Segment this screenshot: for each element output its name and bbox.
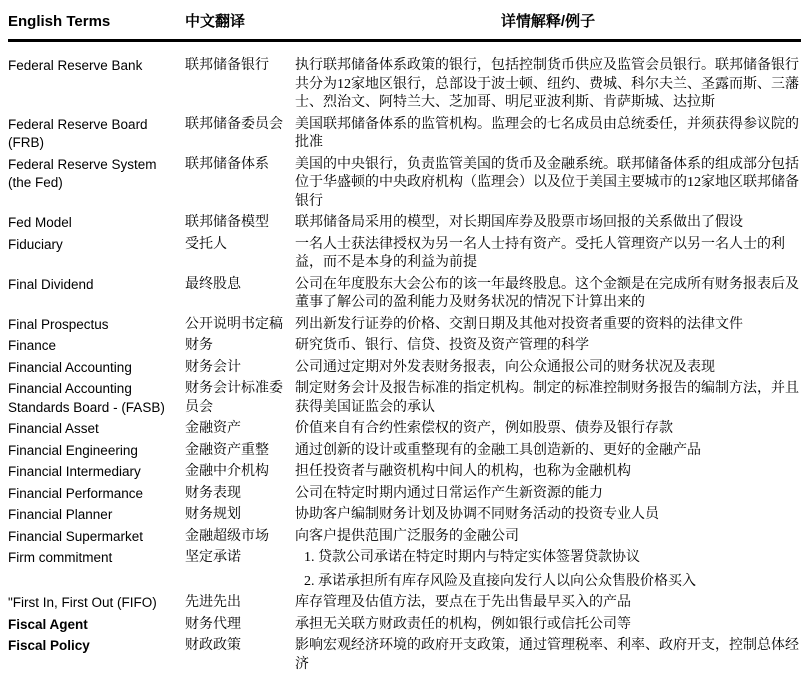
detail-list-item: 1. 贷款公司承诺在特定时期内与特定实体签署贷款协议	[304, 550, 640, 565]
chinese-translation: 联邦储备体系	[185, 156, 269, 172]
table-row	[8, 359, 801, 378]
chinese-translation: 联邦储备模型	[185, 215, 269, 230]
chinese-translation: 财务	[185, 338, 213, 353]
table-row	[8, 337, 801, 356]
detail-explanation: 公司在特定时期内通过日常运作产生新资源的能力	[295, 485, 603, 501]
chinese-translation: 最终股息	[185, 276, 241, 292]
table-row	[8, 485, 801, 504]
english-term: Fiscal Policy	[8, 638, 90, 653]
chinese-translation: 坚定承诺	[185, 550, 241, 565]
table-row	[8, 420, 801, 439]
english-term: Financial Asset	[8, 421, 99, 436]
chinese-translation: 金融资产	[185, 421, 241, 436]
detail-explanation: 列出新发行证券的价格、交割日期及其他对投资者重要的资料的法律文件	[295, 316, 743, 332]
table-row	[8, 637, 801, 674]
english-term: Federal Reserve Bank	[8, 58, 143, 73]
chinese-translation: 财务会计	[185, 359, 241, 375]
english-term: "First In, First Out (FIFO)	[8, 595, 157, 610]
chinese-translation: 财务规划	[185, 507, 241, 522]
english-term: Fiduciary	[8, 236, 63, 252]
chinese-translation: 先进先出	[185, 595, 241, 610]
english-term: Fed Model	[8, 215, 72, 230]
table-row	[8, 594, 801, 613]
chinese-translation: 财政政策	[185, 638, 241, 653]
detail-list-item: 2. 承诺承担所有库存风险及直接向发行人以向公众售股价格买入	[304, 573, 696, 589]
detail-explanation: 价值来自有合约性索偿权的资产，例如股票、债券及银行存款	[295, 421, 673, 436]
english-term: Financial Accounting	[8, 359, 132, 375]
table-row	[8, 156, 801, 212]
table-row	[8, 463, 801, 482]
detail-explanation: 库存管理及估值方法，要点在于先出售最早买入的产品	[295, 595, 631, 610]
table-row	[8, 236, 801, 273]
english-term: Financial Accounting Standards Board - (FASB)	[8, 381, 165, 415]
detail-explanation: 执行联邦储备体系政策的银行，包括控制货币供应及监管会员银行。联邦储备银行共分为12家地区银行，总部设于波士顿、纽约、费城、科尔夫兰、圣露而斯、三藩士、烈治文、阿特兰大、芝加哥、明尼亚波利斯、肯萨斯城、达拉斯	[295, 58, 799, 110]
english-term: Financial Engineering	[8, 442, 138, 458]
table-row	[8, 316, 801, 335]
chinese-translation: 联邦储备银行	[185, 58, 269, 73]
english-term: Financial Supermarket	[8, 528, 144, 544]
english-term: Final Dividend	[8, 276, 94, 292]
english-term: Firm commitment	[8, 550, 113, 565]
table-row	[8, 57, 801, 113]
english-term: Financial Planner	[8, 507, 113, 522]
detail-explanation: 美国的中央银行，负责监管美国的货币及金融系统。联邦储备体系的组成部分包括位于华盛顿的中央政府机构（监理会）以及位于美国主要城市的12家地区联邦储备银行	[295, 156, 799, 209]
english-term: Federal Reserve System (the Fed)	[8, 156, 157, 190]
chinese-translation: 公开说明书定稿	[185, 316, 283, 332]
table-row	[8, 276, 801, 313]
detail-explanation: 承担无关联方财政责任的机构，例如银行或信托公司等	[295, 616, 631, 632]
detail-explanation: 公司通过定期对外发表财务报表，向公众通报公司的财务状况及表现	[295, 359, 715, 375]
table-row	[8, 380, 801, 417]
chinese-translation: 联邦储备委员会	[185, 116, 283, 132]
table-row	[8, 616, 801, 635]
detail-explanation: 通过创新的设计或重整现有的金融工具创造新的、更好的金融产品	[295, 442, 701, 458]
detail-explanation: 影响宏观经济环境的政府开支政策，通过管理税率、利率、政府开支，控制总体经济	[295, 638, 799, 672]
table-row	[8, 214, 801, 233]
chinese-translation: 财务代理	[185, 616, 241, 632]
col-header-detail-explanation: 详情解释/例子	[500, 13, 596, 30]
detail-explanation: 担任投资者与融资机构中间人的机构，也称为金融机构	[295, 464, 631, 479]
chinese-translation: 金融中介机构	[185, 464, 269, 479]
table-row	[8, 528, 801, 547]
table-row	[8, 549, 801, 591]
english-term: Fiscal Agent	[8, 616, 88, 632]
chinese-translation: 财务表现	[185, 485, 241, 501]
detail-explanation: 一名人士获法律授权为另一名人士持有资产。受托人管理资产以另一名人士的利益，而不是本身的利益为前提	[295, 236, 785, 270]
header-divider-rule	[8, 39, 801, 42]
table-row	[8, 116, 801, 153]
chinese-translation: 受托人	[185, 236, 227, 252]
english-term: Federal Reserve Board (FRB)	[8, 116, 148, 150]
detail-explanation: 制定财务会计及报告标准的指定机构。制定的标准控制财务报告的编制方法，并且获得美国证监会的承认	[295, 381, 799, 415]
english-term: Final Prospectus	[8, 316, 109, 332]
english-term: Financial Performance	[8, 485, 144, 501]
detail-explanation: 研究货币、银行、信贷、投资及资产管理的科学	[295, 338, 589, 353]
detail-explanation: 协助客户编制财务计划及协调不同财务活动的投资专业人员	[295, 507, 659, 522]
detail-explanation: 公司在年度股东大会公布的该一年最终股息。这个金额是在完成所有财务报表后及董事了解公司的盈利能力及财务状况的情况下计算出来的	[295, 276, 799, 310]
table-row	[8, 442, 801, 461]
detail-explanation: 美国联邦储备体系的监管机构。监理会的七名成员由总统委任，并须获得参议院的批准	[295, 116, 799, 150]
col-header-chinese-translation: 中文翻译	[185, 13, 246, 30]
english-term: Finance	[8, 338, 57, 353]
english-term: Financial Intermediary	[8, 464, 141, 479]
col-header-english-terms: English Terms	[8, 13, 111, 30]
table-header-row	[8, 8, 801, 39]
detail-explanation: 联邦储备局采用的模型，对长期国库券及股票市场回报的关系做出了假设	[295, 215, 743, 230]
chinese-translation: 财务会计标准委员会	[185, 381, 283, 415]
table-row	[8, 506, 801, 525]
detail-explanation	[295, 549, 801, 591]
chinese-translation: 金融超级市场	[185, 528, 269, 544]
glossary-table	[8, 57, 801, 674]
chinese-translation: 金融资产重整	[185, 442, 269, 458]
detail-explanation: 向客户提供范围广泛服务的金融公司	[295, 528, 519, 544]
